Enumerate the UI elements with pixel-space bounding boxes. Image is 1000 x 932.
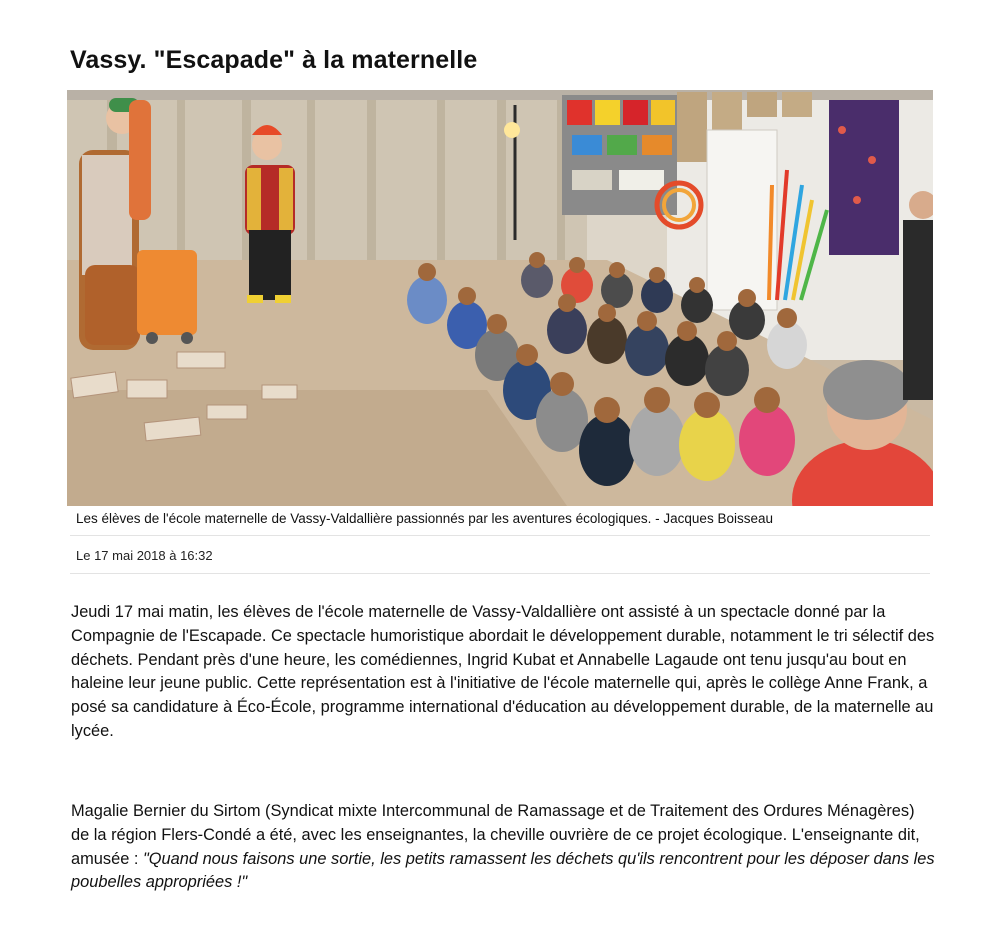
- article-title: Vassy. "Escapade" à la maternelle: [70, 46, 478, 74]
- date-divider: [70, 573, 930, 574]
- article-paragraph-2: [71, 800, 936, 895]
- paragraph-2-text: Magalie Bernier du Sirtom (Syndicat mixte Intercommunal de Ramassage et de Traitement des Ordures Ménagères) de la région Flers-Condé a été, avec les enseignantes, la cheville ouvrière de ce projet écologique. L'enseignante dit, amusée :: [71, 802, 920, 868]
- photo-caption: Les élèves de l'école maternelle de Vassy-Valdallière passionnés par les aventures écologiques. - Jacques Boisseau: [76, 511, 773, 526]
- caption-divider: [70, 535, 930, 536]
- article-paragraph-1: Jeudi 17 mai matin, les élèves de l'école maternelle de Vassy-Valdallière ont assisté à un spectacle donné par la Compagnie de l'Escapade. Ce spectacle humoristique abordait le développement durable, notamment le tri sélectif des déchets. Pendant près d'une heure, les comédiennes, Ingrid Kubat et Annabelle Lagaude ont tenu jusqu'au bout en haleine leur jeune public. Cette représentation est à l'initiative de l'école maternelle qui, après le collège Anne Frank, a posé sa candidature à Éco-École, programme international d'éducation au développement durable, de la maternelle au lycée.: [71, 603, 935, 740]
- article-photo: [67, 90, 933, 506]
- publication-date: Le 17 mai 2018 à 16:32: [76, 548, 213, 563]
- teacher-quote: "Quand nous faisons une sortie, les petits ramassent les déchets qu'ils rencontrent pour les déposer dans les poubelles appropriées !": [71, 849, 935, 892]
